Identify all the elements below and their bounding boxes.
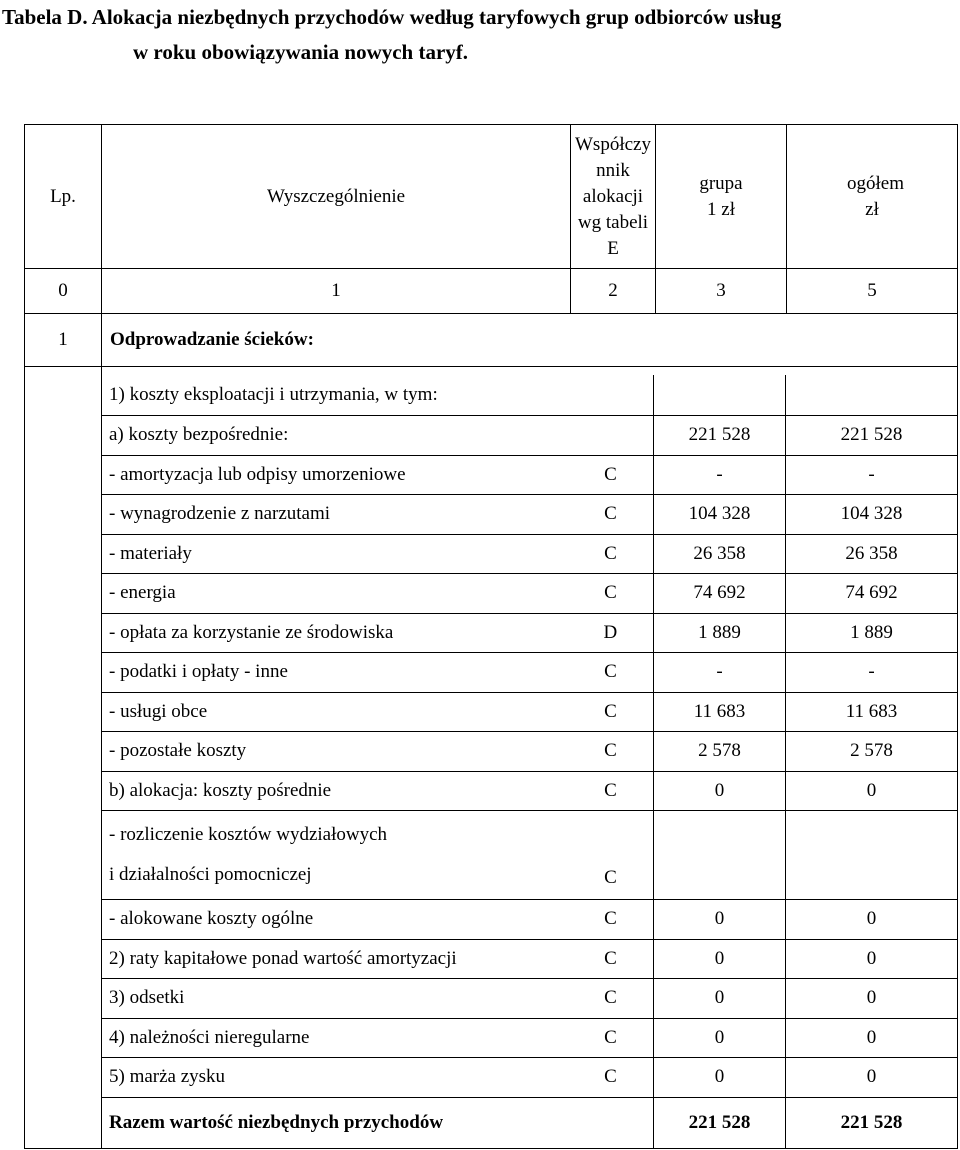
row-total-value: 74 692 [786, 574, 957, 614]
row-group1-value: 2 578 [654, 732, 786, 772]
row-group1-value: - [654, 455, 786, 495]
total-row [102, 1097, 957, 1148]
row-group1-value [654, 811, 786, 900]
row-label-line-2: i działalności pomocniczej [109, 864, 312, 885]
row-label: 3) odsetki [102, 979, 568, 1019]
row-total-value: 0 [786, 1018, 957, 1058]
row-coefficient [568, 375, 654, 416]
row-group1-value: 0 [654, 979, 786, 1019]
row-coefficient: C [568, 811, 654, 900]
index-cell: 3 [656, 269, 787, 314]
row-group1-value: 0 [654, 939, 786, 979]
table-row [102, 495, 957, 535]
table-row [102, 939, 957, 979]
table-row [102, 653, 957, 693]
row-coefficient: C [568, 574, 654, 614]
row-label: - materiały [102, 534, 568, 574]
table-row [102, 771, 957, 811]
details-row [25, 367, 958, 1149]
lp-blank-cell [25, 367, 102, 1149]
row-group1-value: 104 328 [654, 495, 786, 535]
row-total-value: 11 683 [786, 692, 957, 732]
row-group1-value: 1 889 [654, 613, 786, 653]
row-coefficient: C [568, 732, 654, 772]
table-row [102, 692, 957, 732]
details-table [102, 375, 957, 1148]
row-total-value [786, 811, 957, 900]
row-total-value: 1 889 [786, 613, 957, 653]
row-total-value: 0 [786, 939, 957, 979]
row-coefficient: C [568, 939, 654, 979]
row-group1-value: 11 683 [654, 692, 786, 732]
row-coefficient: C [568, 979, 654, 1019]
row-label: - amortyzacja lub odpisy umorzeniowe [102, 455, 568, 495]
row-total-value: 0 [786, 900, 957, 940]
row-coefficient: C [568, 771, 654, 811]
row-total-value [786, 375, 957, 416]
row-group1-value: - [654, 653, 786, 693]
table-row [102, 811, 957, 900]
row-total-value: 0 [786, 771, 957, 811]
index-cell: 2 [571, 269, 656, 314]
row-group1-value: 221 528 [654, 416, 786, 456]
section-number: 1 [25, 314, 102, 367]
row-label: b) alokacja: koszty pośrednie [102, 771, 568, 811]
row-label-line-1: - rozliczenie kosztów wydziałowych [109, 824, 388, 845]
table-row [102, 574, 957, 614]
row-label: 4) należności nieregularne [102, 1018, 568, 1058]
row-label: - pozostałe koszty [102, 732, 568, 772]
row-group1-value: 26 358 [654, 534, 786, 574]
row-coefficient: C [568, 692, 654, 732]
table-row [102, 1058, 957, 1098]
header-lp: Lp. [25, 125, 102, 269]
row-group1-value: 0 [654, 900, 786, 940]
row-coefficient: C [568, 455, 654, 495]
total-group1-value: 221 528 [654, 1097, 786, 1148]
table-row [102, 900, 957, 940]
row-group1-value [654, 375, 786, 416]
row-group1-value: 0 [654, 1058, 786, 1098]
index-cell: 0 [25, 269, 102, 314]
table-row [102, 732, 957, 772]
details-cell [102, 367, 958, 1149]
row-coefficient: C [568, 495, 654, 535]
row-label [102, 811, 568, 900]
row-group1-value: 74 692 [654, 574, 786, 614]
row-total-value: - [786, 653, 957, 693]
header-item: Wyszczególnienie [102, 125, 571, 269]
table-row [102, 455, 957, 495]
row-coefficient: C [568, 1058, 654, 1098]
row-coefficient [568, 416, 654, 456]
row-label: - wynagrodzenie z narzutami [102, 495, 568, 535]
row-label: - podatki i opłaty - inne [102, 653, 568, 693]
total-value: 221 528 [786, 1097, 957, 1148]
row-label: 5) marża zysku [102, 1058, 568, 1098]
table-row [102, 534, 957, 574]
table-row [102, 375, 957, 416]
row-label: a) koszty bezpośrednie: [102, 416, 568, 456]
allocation-table [24, 124, 958, 1149]
header-total: ogółem zł [787, 125, 958, 269]
title-line-1: Tabela D. Alokacja niezbędnych przychodów według taryfowych grup odbiorców usług [2, 5, 782, 29]
row-total-value: - [786, 455, 957, 495]
table-row [102, 416, 957, 456]
row-total-value: 221 528 [786, 416, 957, 456]
index-cell: 1 [102, 269, 571, 314]
row-total-value: 0 [786, 979, 957, 1019]
total-coefficient [568, 1097, 654, 1148]
row-total-value: 2 578 [786, 732, 957, 772]
row-coefficient: C [568, 534, 654, 574]
row-total-value: 0 [786, 1058, 957, 1098]
header-row [25, 125, 958, 269]
index-row [25, 269, 958, 314]
row-coefficient: C [568, 900, 654, 940]
table-title [2, 0, 952, 70]
table-row [102, 1018, 957, 1058]
index-cell: 5 [787, 269, 958, 314]
row-label: - alokowane koszty ogólne [102, 900, 568, 940]
table-row [102, 979, 957, 1019]
row-label: 1) koszty eksploatacji i utrzymania, w tym: [102, 375, 568, 416]
section-label: Odprowadzanie ścieków: [102, 314, 958, 367]
row-total-value: 26 358 [786, 534, 957, 574]
row-label: - opłata za korzystanie ze środowiska [102, 613, 568, 653]
row-coefficient: C [568, 1018, 654, 1058]
header-coefficient: Współczy nnik alokacji wg tabeli E [571, 125, 656, 269]
row-group1-value: 0 [654, 1018, 786, 1058]
row-coefficient: D [568, 613, 654, 653]
row-label: - usługi obce [102, 692, 568, 732]
table-row [102, 613, 957, 653]
title-line-2: w roku obowiązywania nowych taryf. [133, 40, 469, 64]
row-coefficient: C [568, 653, 654, 693]
row-label: - energia [102, 574, 568, 614]
row-total-value: 104 328 [786, 495, 957, 535]
total-label: Razem wartość niezbędnych przychodów [109, 1111, 444, 1133]
row-label: 2) raty kapitałowe ponad wartość amortyzacji [102, 939, 568, 979]
row-group1-value: 0 [654, 771, 786, 811]
header-group1: grupa 1 zł [656, 125, 787, 269]
section-row [25, 314, 958, 367]
